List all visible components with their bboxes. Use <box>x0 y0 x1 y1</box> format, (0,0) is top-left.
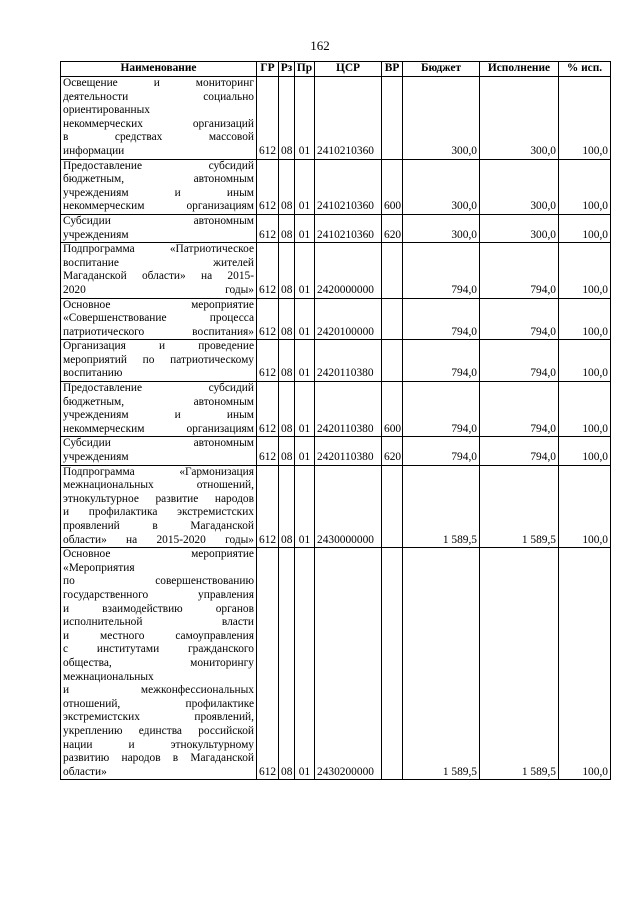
col-header-csr: ЦСР <box>315 62 382 77</box>
row-name-line: и межконфессиональных <box>63 684 254 697</box>
row-name-line: общества, мониторингу <box>63 656 254 669</box>
row-vr-cell <box>382 548 403 780</box>
row-percent-cell: 100,0 <box>559 382 611 437</box>
row-name-line: развитию народов в Магаданской <box>63 752 254 765</box>
row-vr-cell: 600 <box>382 159 403 214</box>
row-rz-cell: 08 <box>279 340 295 382</box>
col-header-vr: ВР <box>382 62 403 77</box>
row-name-line: информации <box>63 144 125 157</box>
row-name-line: и местного самоуправления <box>63 629 254 642</box>
row-gr-cell: 612 <box>257 159 279 214</box>
row-pr-cell: 01 <box>295 159 315 214</box>
row-csr-cell: 2420110380 <box>315 382 382 437</box>
row-budget-cell: 300,0 <box>403 214 480 242</box>
row-vr-cell: 600 <box>382 382 403 437</box>
row-csr-cell: 2410210360 <box>315 214 382 242</box>
row-name-line: и профилактика экстремистских <box>63 506 254 519</box>
row-name-line: патриотического воспитания» <box>63 325 254 338</box>
row-budget-cell: 794,0 <box>403 340 480 382</box>
row-gr-cell: 612 <box>257 214 279 242</box>
table-row <box>61 340 611 382</box>
row-name-cell <box>61 548 257 780</box>
row-name-line: учреждениям и иным <box>63 186 254 199</box>
row-name-line: Предоставление субсидий <box>63 382 254 395</box>
row-name-line: Организация и проведение <box>63 340 254 353</box>
row-rz-cell: 08 <box>279 77 295 160</box>
row-percent-cell: 100,0 <box>559 548 611 780</box>
row-name-line: области» <box>63 765 107 778</box>
col-header-rz: Рз <box>279 62 295 77</box>
row-name-line: Основное мероприятие <box>63 298 254 311</box>
table-row <box>61 214 611 242</box>
row-name-cell <box>61 340 257 382</box>
table-row <box>61 159 611 214</box>
col-header-percent: % исп. <box>559 62 611 77</box>
row-csr-cell: 2410210360 <box>315 77 382 160</box>
row-percent-cell: 100,0 <box>559 243 611 298</box>
row-vr-cell <box>382 243 403 298</box>
row-name-line: в средствах массовой <box>63 131 254 144</box>
row-csr-cell: 2420110380 <box>315 340 382 382</box>
row-budget-cell: 794,0 <box>403 243 480 298</box>
row-vr-cell <box>382 298 403 340</box>
table-row <box>61 298 611 340</box>
table-header-row <box>61 62 611 77</box>
row-csr-cell: 2420110380 <box>315 437 382 465</box>
col-header-execution: Исполнение <box>480 62 559 77</box>
row-csr-cell: 2430000000 <box>315 465 382 548</box>
row-csr-cell: 2410210360 <box>315 159 382 214</box>
row-name-line: некоммерческим организациям <box>63 200 254 213</box>
row-rz-cell: 08 <box>279 243 295 298</box>
row-execution-cell: 794,0 <box>480 382 559 437</box>
row-vr-cell <box>382 77 403 160</box>
row-name-cell <box>61 159 257 214</box>
row-name-cell <box>61 382 257 437</box>
row-execution-cell: 1 589,5 <box>480 548 559 780</box>
row-name-line: отношений, профилактике <box>63 697 254 710</box>
row-name-line: Подпрограмма «Гармонизация <box>63 465 254 478</box>
row-pr-cell: 01 <box>295 243 315 298</box>
row-name-line: с институтами гражданского <box>63 643 254 656</box>
row-name-line: ориентированных <box>63 104 150 117</box>
row-name-line: 2020 годы» <box>63 283 254 296</box>
row-name-line: «Мероприятия <box>63 561 135 574</box>
row-execution-cell: 300,0 <box>480 214 559 242</box>
row-execution-cell: 1 589,5 <box>480 465 559 548</box>
row-budget-cell: 794,0 <box>403 382 480 437</box>
row-gr-cell: 612 <box>257 382 279 437</box>
row-name-line: межнациональных <box>63 670 154 683</box>
row-name-line: некоммерческим организациям <box>63 422 254 435</box>
row-name-line: межнациональных отношений, <box>63 479 254 492</box>
row-name-line: бюджетным, автономным <box>63 173 254 186</box>
row-gr-cell: 612 <box>257 298 279 340</box>
row-csr-cell: 2420000000 <box>315 243 382 298</box>
row-rz-cell: 08 <box>279 437 295 465</box>
row-csr-cell: 2420100000 <box>315 298 382 340</box>
row-name-line: укреплению единства российской <box>63 724 254 737</box>
row-name-line: мероприятий по патриотическому <box>63 353 254 366</box>
row-name-line: бюджетным, автономным <box>63 395 254 408</box>
row-name-line: деятельности социально <box>63 90 254 103</box>
row-name-line: этнокультурное развитие народов <box>63 492 254 505</box>
row-gr-cell: 612 <box>257 465 279 548</box>
row-budget-cell: 794,0 <box>403 437 480 465</box>
row-vr-cell: 620 <box>382 437 403 465</box>
row-gr-cell: 612 <box>257 340 279 382</box>
row-name-cell <box>61 77 257 160</box>
row-name-cell <box>61 214 257 242</box>
row-name-line: «Совершенствование процесса <box>63 312 254 325</box>
row-budget-cell: 300,0 <box>403 159 480 214</box>
row-rz-cell: 08 <box>279 214 295 242</box>
row-gr-cell: 612 <box>257 243 279 298</box>
row-name-line: Основное мероприятие <box>63 548 254 561</box>
row-name-line: исполнительной власти <box>63 616 254 629</box>
row-name-cell <box>61 243 257 298</box>
table-row <box>61 437 611 465</box>
row-rz-cell: 08 <box>279 159 295 214</box>
row-gr-cell: 612 <box>257 548 279 780</box>
row-name-line: Освещение и мониторинг <box>63 77 254 89</box>
row-percent-cell: 100,0 <box>559 159 611 214</box>
row-csr-cell: 2430200000 <box>315 548 382 780</box>
row-budget-cell: 300,0 <box>403 77 480 160</box>
row-name-line: экстремистских проявлений, <box>63 711 254 724</box>
row-name-line: по совершенствованию <box>63 575 254 588</box>
row-pr-cell: 01 <box>295 77 315 160</box>
row-rz-cell: 08 <box>279 548 295 780</box>
row-name-line: Субсидии автономным <box>63 214 254 227</box>
col-header-pr: Пр <box>295 62 315 77</box>
row-name-line: воспитанию <box>63 367 123 380</box>
row-name-line: государственного управления <box>63 588 254 601</box>
row-pr-cell: 01 <box>295 437 315 465</box>
table-row <box>61 77 611 160</box>
row-name-line: учреждениям <box>63 228 129 241</box>
row-percent-cell: 100,0 <box>559 465 611 548</box>
row-name-cell <box>61 298 257 340</box>
row-pr-cell: 01 <box>295 340 315 382</box>
table-row <box>61 548 611 780</box>
row-name-line: нации и этнокультурному <box>63 738 254 751</box>
row-budget-cell: 1 589,5 <box>403 548 480 780</box>
row-name-line: проявлений в Магаданской <box>63 520 254 532</box>
table-row <box>61 243 611 298</box>
row-name-line: области» на 2015-2020 годы» <box>63 533 254 546</box>
row-percent-cell: 100,0 <box>559 298 611 340</box>
row-execution-cell: 794,0 <box>480 243 559 298</box>
table-row <box>61 382 611 437</box>
row-execution-cell: 300,0 <box>480 159 559 214</box>
row-rz-cell: 08 <box>279 298 295 340</box>
row-name-line: Предоставление субсидий <box>63 159 254 172</box>
row-execution-cell: 300,0 <box>480 77 559 160</box>
col-header-gr: ГР <box>257 62 279 77</box>
row-percent-cell: 100,0 <box>559 214 611 242</box>
row-gr-cell: 612 <box>257 437 279 465</box>
row-name-line: Магаданской области» на 2015- <box>63 270 254 283</box>
row-execution-cell: 794,0 <box>480 437 559 465</box>
table-row <box>61 465 611 548</box>
row-name-line: и взаимодействию органов <box>63 602 254 615</box>
row-name-cell <box>61 465 257 548</box>
row-pr-cell: 01 <box>295 382 315 437</box>
page-number: 162 <box>310 38 330 53</box>
row-name-line: Субсидии автономным <box>63 437 254 450</box>
row-pr-cell: 01 <box>295 298 315 340</box>
row-vr-cell <box>382 340 403 382</box>
row-execution-cell: 794,0 <box>480 298 559 340</box>
row-budget-cell: 794,0 <box>403 298 480 340</box>
table-body <box>61 77 611 780</box>
row-percent-cell: 100,0 <box>559 340 611 382</box>
row-rz-cell: 08 <box>279 465 295 548</box>
row-percent-cell: 100,0 <box>559 77 611 160</box>
row-name-line: некоммерческих организаций <box>63 117 254 130</box>
row-pr-cell: 01 <box>295 548 315 780</box>
row-name-line: учреждениям и иным <box>63 409 254 422</box>
row-name-line: учреждениям <box>63 451 129 464</box>
row-name-line: Подпрограмма «Патриотическое <box>63 243 254 256</box>
row-gr-cell: 612 <box>257 77 279 160</box>
row-percent-cell: 100,0 <box>559 437 611 465</box>
row-pr-cell: 01 <box>295 214 315 242</box>
row-execution-cell: 794,0 <box>480 340 559 382</box>
row-vr-cell: 620 <box>382 214 403 242</box>
row-name-cell <box>61 437 257 465</box>
row-budget-cell: 1 589,5 <box>403 465 480 548</box>
row-rz-cell: 08 <box>279 382 295 437</box>
budget-table <box>60 61 611 780</box>
row-vr-cell <box>382 465 403 548</box>
row-pr-cell: 01 <box>295 465 315 548</box>
row-name-line: воспитание жителей <box>63 256 254 269</box>
col-header-name: Наименование <box>61 62 257 77</box>
col-header-budget: Бюджет <box>403 62 480 77</box>
